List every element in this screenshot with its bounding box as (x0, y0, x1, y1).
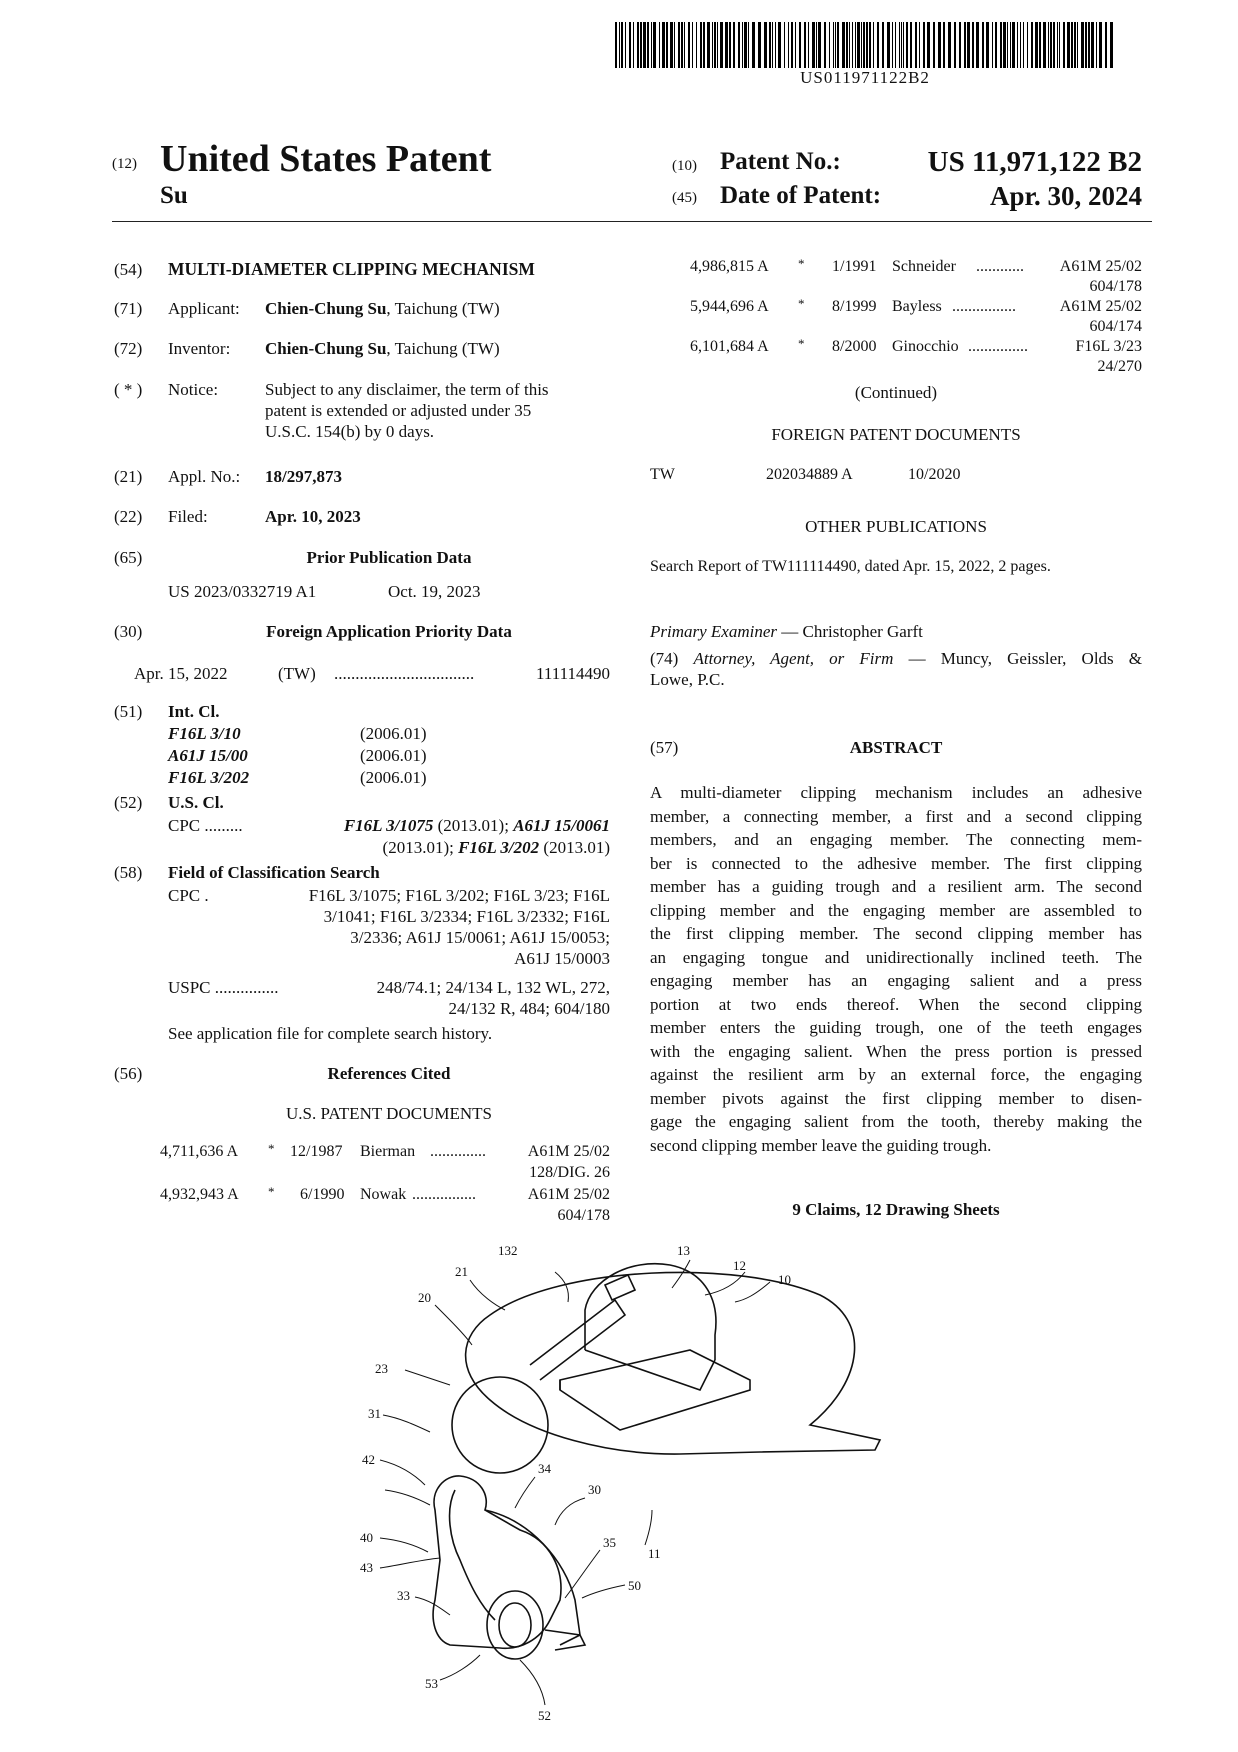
barcode-bar (1063, 22, 1065, 68)
sphere-part (452, 1377, 548, 1473)
prior-pub-heading: Prior Publication Data (306, 548, 472, 567)
barcode-bar (1053, 22, 1055, 68)
barcode-bar (629, 22, 631, 68)
barcode-bar (666, 22, 668, 68)
barcode-number: US011971122B2 (800, 68, 930, 87)
date-of-patent-label: Date of Patent: (720, 182, 882, 209)
figure-label: 42 (362, 1452, 375, 1467)
figure-label: 20 (418, 1290, 431, 1305)
appl-no-label: Appl. No.: (168, 467, 241, 486)
barcode-bar (791, 22, 793, 68)
code-57: (57) (650, 738, 679, 757)
barcode-bar (1043, 22, 1046, 68)
barcode-bar (637, 22, 639, 68)
barcode-bar (846, 22, 848, 68)
patent-number-label: Patent No.: (720, 148, 841, 175)
code-30: (30) (114, 622, 143, 641)
notice-label: Notice: (168, 380, 219, 399)
int-cl-label: Int. Cl. (168, 702, 220, 721)
barcode-bar (775, 22, 776, 68)
barcode-bar (866, 22, 868, 68)
barcode-bar (818, 22, 821, 68)
barcode-bar (833, 22, 834, 68)
int-cl-date: (2006.01) (360, 768, 427, 787)
barcode-bar (972, 22, 974, 68)
barcode-bar (895, 22, 896, 68)
barcode-bar (901, 22, 902, 68)
barcode-bar (804, 22, 806, 68)
barcode-bar (692, 22, 693, 68)
us-patent-docs-heading: U.S. PATENT DOCUMENTS (286, 1104, 492, 1123)
barcode-bar (967, 22, 970, 68)
barcode-bar (769, 22, 771, 68)
barcode-bar (812, 22, 815, 68)
barcode-bar (681, 22, 683, 68)
int-cl-date: (2006.01) (360, 724, 427, 743)
notice-text: Subject to any disclaimer, the term of this patent is extended or adjusted under 35 U.S.C. 154(b) by 0 days. (265, 380, 549, 441)
barcode-bar (764, 22, 767, 68)
barcode-bar (799, 22, 801, 68)
prior-pub-number: US 2023/0332719 A1 (168, 582, 317, 601)
barcode-bar (700, 22, 702, 68)
code-10: (10) (672, 158, 697, 174)
prior-pub-date: Oct. 19, 2023 (388, 582, 481, 601)
barcode-bar (915, 22, 917, 68)
barcode-bar (816, 22, 817, 68)
barcode-bar (982, 22, 984, 68)
barcode-bar (933, 22, 935, 68)
barcode-bar (906, 22, 908, 68)
foreign-priority-date: Apr. 15, 2022 (134, 664, 228, 683)
barcode-bar (795, 22, 796, 68)
barcode-bar (948, 22, 951, 68)
barcode-bar (1085, 22, 1087, 68)
foreign-priority-leader: ................................. (334, 664, 475, 683)
code-65: (65) (114, 548, 143, 567)
barcode-bar (707, 22, 710, 68)
clipping-member-outline (433, 1476, 561, 1648)
barcode-bar (725, 22, 728, 68)
barcode-bar (714, 22, 716, 68)
barcode-bar (621, 22, 623, 68)
barcode-bar (720, 22, 723, 68)
int-cl-code: A61J 15/00 (168, 746, 248, 765)
barcode-bar (869, 22, 871, 68)
uspc-label: USPC ............... (168, 978, 279, 997)
figure-label: 132 (498, 1243, 518, 1258)
barcode-bar (1050, 22, 1052, 68)
foreign-priority-heading: Foreign Application Priority Data (266, 622, 512, 641)
barcode-bar (712, 22, 713, 68)
int-cl-code: F16L 3/202 (168, 768, 250, 787)
filed-date: Apr. 10, 2023 (265, 507, 361, 526)
barcode-bar (619, 22, 620, 68)
code-52: (52) (114, 793, 143, 812)
barcode-bar (752, 22, 755, 68)
barcode-bar (778, 22, 781, 68)
barcode-bar (625, 22, 626, 68)
figure-label: 12 (733, 1258, 746, 1273)
date-of-patent: Apr. 30, 2024 (989, 181, 1142, 211)
reference-row: 4,986,815 A * 1/1991 Schneider ............ A61M 25/02 604/178 (690, 256, 1142, 295)
barcode-bar (964, 22, 966, 68)
figure-label: 13 (677, 1243, 690, 1258)
barcode-bar (1099, 22, 1102, 68)
barcode-bar (923, 22, 925, 68)
code-12: (12) (112, 156, 137, 172)
barcode-bar (662, 22, 665, 68)
barcode-bar (647, 22, 649, 68)
barcode-bar (1059, 22, 1060, 68)
barcode-bar (1020, 22, 1021, 68)
figure-labels (360, 1243, 791, 1723)
figure-label: 34 (538, 1461, 551, 1476)
code-notice: ( * ) (114, 380, 143, 399)
figure-label: 50 (628, 1578, 641, 1593)
barcode-bar (899, 22, 900, 68)
barcode-bar (670, 22, 673, 68)
barcode-bar (808, 22, 809, 68)
reference-row: 5,944,696 A * 8/1999 Bayless ................ A61M 25/02 604/174 (690, 296, 1142, 335)
barcode-bar (976, 22, 979, 68)
barcode-bar (615, 22, 617, 68)
code-22: (22) (114, 507, 143, 526)
references-heading: References Cited (327, 1064, 451, 1083)
barcode-bar (1105, 22, 1107, 68)
barcode-bar (1010, 22, 1011, 68)
applicant-label: Applicant: (168, 299, 240, 318)
barcode-bar (1091, 22, 1094, 68)
foreign-doc-number: 202034889 A (766, 466, 853, 483)
barcode-bar (684, 22, 685, 68)
barcode-bar (1035, 22, 1038, 68)
barcode-bar (643, 22, 646, 68)
see-application-note: See application file for complete search history. (168, 1024, 493, 1043)
code-45: (45) (672, 190, 697, 206)
barcode-bar (887, 22, 890, 68)
barcode-bar (857, 22, 860, 68)
figure-label: 11 (648, 1546, 661, 1561)
code-72: (72) (114, 339, 143, 358)
barcode-bar (1057, 22, 1058, 68)
other-publications-heading: OTHER PUBLICATIONS (805, 517, 987, 536)
figure-label: 33 (397, 1588, 410, 1603)
invention-title: MULTI-DIAMETER CLIPPING MECHANISM (168, 259, 535, 279)
barcode-bar (852, 22, 853, 68)
barcode-bar (903, 22, 904, 68)
cpc-label: CPC ......... (168, 816, 243, 835)
figure-label: 23 (375, 1361, 388, 1376)
barcode-bar (1007, 22, 1008, 68)
barcode-bar (892, 22, 893, 68)
inventor-value: Chien-Chung Su, Taichung (TW) (265, 339, 500, 358)
field-cpc-label: CPC . (168, 886, 209, 905)
barcode-bar (861, 22, 862, 68)
barcode-bar (1012, 22, 1015, 68)
foreign-priority-number: 111114490 (536, 664, 610, 683)
barcode-bar (742, 22, 743, 68)
barcode-bar (849, 22, 850, 68)
barcode-bar (733, 22, 735, 68)
field-search-label: Field of Classification Search (168, 863, 380, 882)
barcode-bar (703, 22, 705, 68)
barcode-bar (927, 22, 930, 68)
cpc-line-1: F16L 3/1075 (2013.01); A61J 15/0061 (343, 816, 610, 835)
barcode-bar (938, 22, 941, 68)
barcode-bar (1023, 22, 1024, 68)
barcode-bar (855, 22, 856, 68)
barcode-bar (959, 22, 961, 68)
figure-label: 10 (778, 1272, 791, 1287)
reference-row: 6,101,684 A * 8/2000 Ginocchio ............... F16L 3/23 24/270 (690, 336, 1142, 375)
barcode-bar (954, 22, 956, 68)
barcode-image (615, 22, 1115, 68)
reference-row: 4,932,943 A * 6/1990 Nowak ................ A61M 25/02 604/178 (160, 1184, 610, 1224)
code-58: (58) (114, 863, 143, 882)
barcode-bar (729, 22, 731, 68)
barcode-bar (640, 22, 642, 68)
barcode-bar (842, 22, 845, 68)
barcode-bar (674, 22, 675, 68)
int-cl-date: (2006.01) (360, 746, 427, 765)
foreign-doc-country: TW (650, 466, 675, 483)
barcode-bar (1000, 22, 1002, 68)
barcode-bar (1027, 22, 1028, 68)
appl-no: 18/297,873 (265, 467, 342, 486)
figure-label: 43 (360, 1560, 373, 1575)
primary-examiner: Primary Examiner — Christopher Garft (650, 622, 923, 641)
code-21: (21) (114, 467, 143, 486)
inventor-surname: Su (160, 182, 188, 209)
barcode-bar (1110, 22, 1113, 68)
barcode-bar (1031, 22, 1033, 68)
code-51: (51) (114, 702, 143, 721)
patent-drawing-figure (360, 1240, 900, 1735)
barcode-bar (678, 22, 680, 68)
barcode-bar (910, 22, 912, 68)
patent-number: US 11,971,122 B2 (927, 146, 1142, 178)
barcode-bar (758, 22, 761, 68)
barcode-bar (943, 22, 945, 68)
figure-label: 35 (603, 1535, 616, 1550)
code-71: (71) (114, 299, 143, 318)
other-publication: Search Report of TW111114490, dated Apr. 15, 2022, 2 pages. (650, 558, 1051, 575)
figure-label: 31 (368, 1406, 381, 1421)
barcode-bar (835, 22, 836, 68)
barcode-bar (784, 22, 785, 68)
figure-label: 21 (455, 1264, 468, 1279)
barcode-bar (696, 22, 697, 68)
reference-row: 4,711,636 A * 12/1987 Bierman .............. A61M 25/02 128/DIG. 26 (160, 1141, 610, 1181)
us-cl-label: U.S. Cl. (168, 793, 224, 812)
barcode-bar (1067, 22, 1070, 68)
barcode-bar (1077, 22, 1078, 68)
barcode-bar (829, 22, 830, 68)
barcode-bar (659, 22, 660, 68)
abstract-heading: ABSTRACT (849, 738, 943, 757)
barcode-bar (788, 22, 789, 68)
barcode-bar (992, 22, 993, 68)
foreign-priority-country: (TW) (278, 664, 316, 683)
barcode-bar (1088, 22, 1090, 68)
barcode-bar (738, 22, 740, 68)
barcode-bar (688, 22, 690, 68)
barcode-bar (1003, 22, 1006, 68)
code-54: (54) (114, 260, 143, 279)
continued-note: (Continued) (854, 383, 938, 402)
figure-label: 40 (360, 1530, 373, 1545)
foreign-doc-date: 10/2020 (908, 466, 961, 483)
adhesive-disc-outline (466, 1272, 880, 1454)
foreign-docs-heading: FOREIGN PATENT DOCUMENTS (771, 425, 1021, 444)
barcode-bar (1096, 22, 1097, 68)
barcode-bar (986, 22, 989, 68)
barcode-bar (744, 22, 747, 68)
barcode-bar (1071, 22, 1073, 68)
barcode-bar (837, 22, 839, 68)
barcode-bar (772, 22, 773, 68)
barcode-bar (1017, 22, 1018, 68)
applicant-value: Chien-Chung Su, Taichung (TW) (265, 299, 500, 318)
barcode-bar (748, 22, 749, 68)
attorney: (74) Attorney, Agent, or Firm — Muncy, Geissler, Olds & Lowe, P.C. (650, 649, 1143, 689)
int-cl-code: F16L 3/10 (168, 724, 241, 743)
barcode-bar (1081, 22, 1084, 68)
figure-label: 52 (538, 1708, 551, 1723)
barcode-bar (633, 22, 634, 68)
barcode-bar (717, 22, 718, 68)
barcode-bar (873, 22, 874, 68)
barcode-bar (653, 22, 656, 68)
barcode-bar (651, 22, 652, 68)
barcode-bar (882, 22, 884, 68)
barcode-bar (919, 22, 920, 68)
document-type-title: United States Patent (160, 138, 492, 180)
filed-label: Filed: (168, 507, 208, 526)
abstract-text: A multi-diameter clipping mechanism includes an adhesive member, a connecting member, a first and a second clipping members, and an engaging member. The connecting mem- ber is connected to the adhesive member. The first clipping member has a guiding trough and a resilient arm. The second clipping member and the engaging member are assembled to the first clipping member. The second clipping member has an engaging tongue and unidirectionally inclined teeth. The engaging member has an engaging salient and a press portion at two ends thereof. When the second clipping member enters the guiding trough, one of the teeth engages with the engaging salient. When the press portion is pressed against the resilient arm by an external force, the engaging member pivots against the first clipping member to disen- gage the engaging salient from the tooth, thereby making the second clipping member leave the guiding trough. (650, 783, 1142, 1155)
inventor-label: Inventor: (168, 339, 231, 358)
header-rule (112, 221, 1152, 222)
barcode-bar (995, 22, 997, 68)
field-cpc-lines: F16L 3/1075; F16L 3/202; F16L 3/23; F16L 3/1041; F16L 3/2334; F16L 3/2332; F16L 3/2336; A61J 15/0061; A61J 15/0053; A61J 15/0003 (308, 886, 610, 968)
claims-summary: 9 Claims, 12 Drawing Sheets (792, 1200, 1000, 1219)
barcode-bar (877, 22, 879, 68)
barcode-bar (824, 22, 826, 68)
barcode-bar (863, 22, 865, 68)
figure-label: 53 (425, 1676, 438, 1691)
code-56: (56) (114, 1064, 143, 1083)
barcode-bar (1039, 22, 1041, 68)
barcode-bar (1048, 22, 1049, 68)
figure-label: 30 (588, 1482, 601, 1497)
cpc-line-2: (2013.01); F16L 3/202 (2013.01) (382, 838, 610, 857)
uspc-lines: 248/74.1; 24/134 L, 132 WL, 272, 24/132 R, 484; 604/180 (376, 978, 610, 1018)
barcode-bar (1074, 22, 1076, 68)
